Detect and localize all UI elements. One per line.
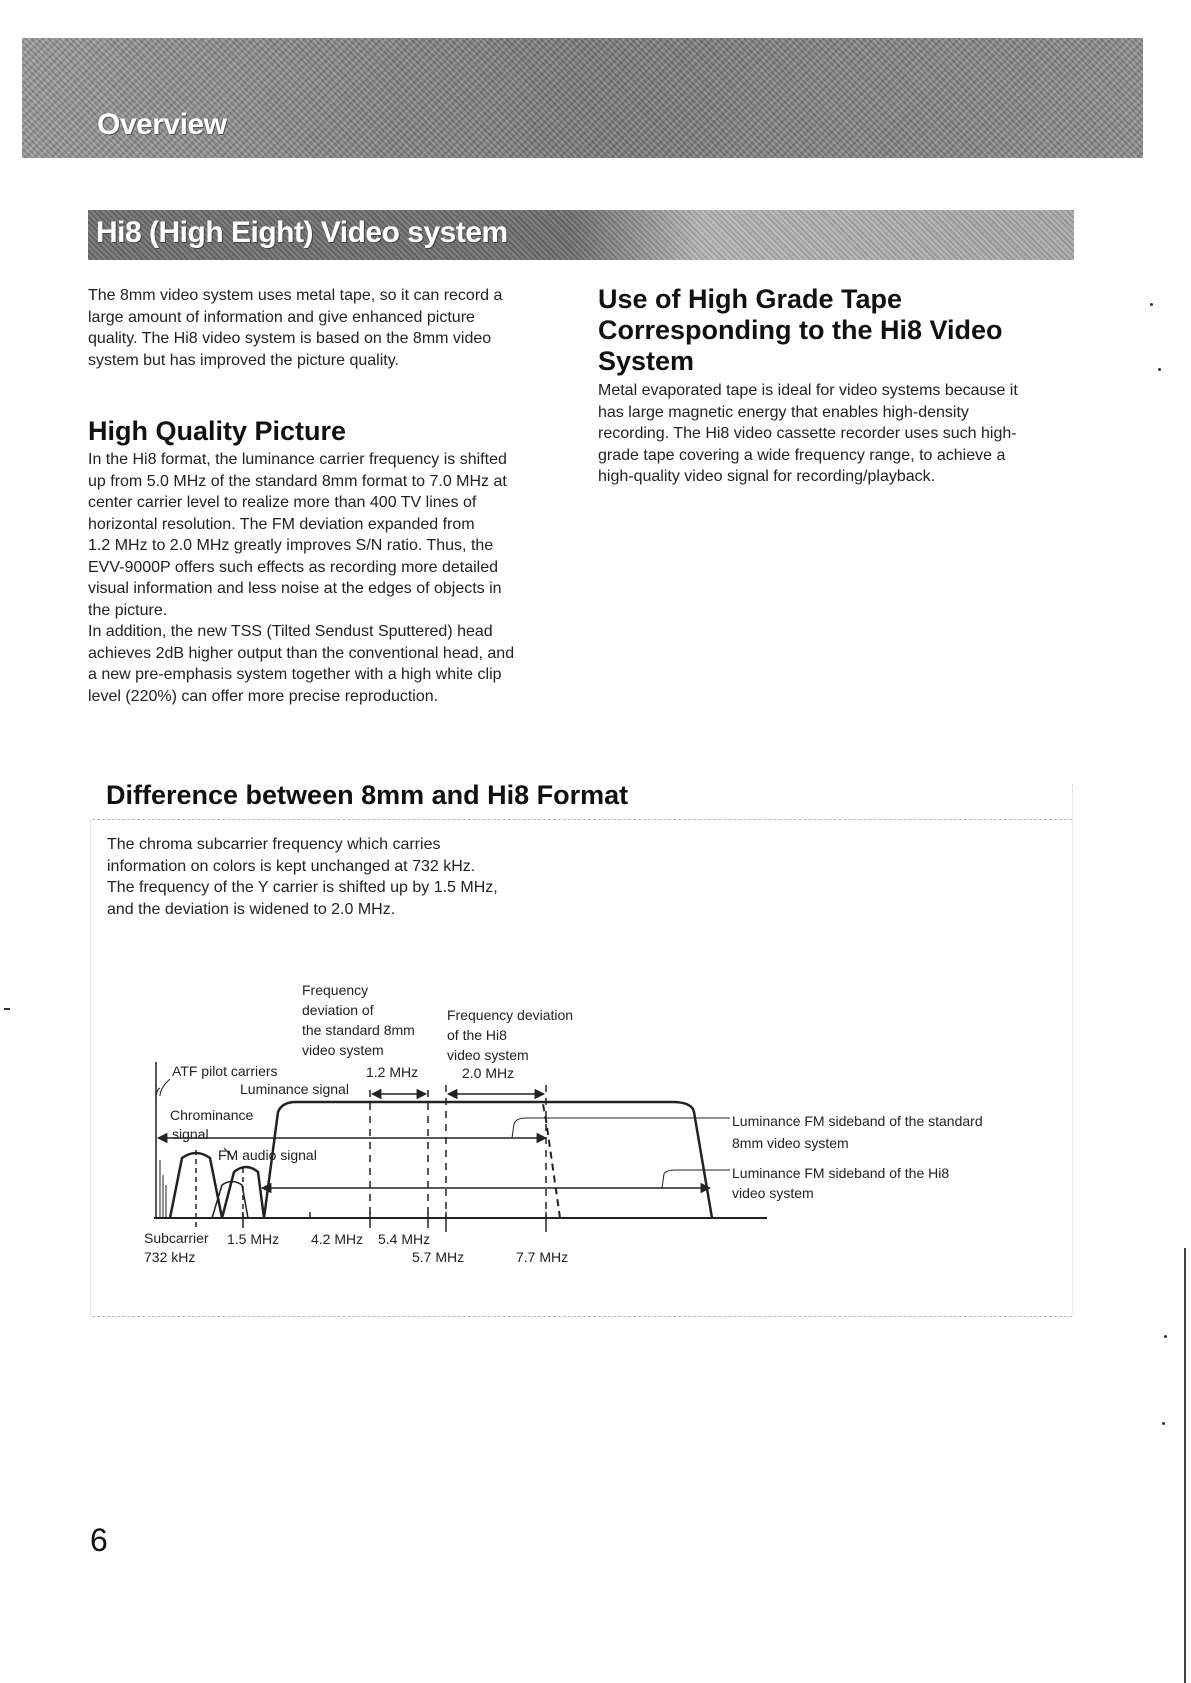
fm-audio-label: FM audio signal	[218, 1147, 317, 1163]
label-line: deviation of	[302, 1002, 374, 1018]
subcarrier-label: 732 kHz	[144, 1249, 196, 1265]
hi8-deviation-label	[447, 1007, 573, 1081]
quality-heading: High Quality Picture	[88, 416, 347, 446]
value-label: 1.2 MHz	[366, 1064, 419, 1080]
heading-line: Use of High Grade Tape	[598, 284, 903, 314]
text-line: and the deviation is widened to 2.0 MHz.	[107, 900, 396, 918]
std-deviation-label	[302, 982, 418, 1080]
text-line: In addition, the new TSS (Tilted Sendust Sputtered) head	[88, 623, 493, 640]
text-line: grade tape covering a wide frequency range, to achieve a	[598, 446, 1006, 464]
label-line: video system	[302, 1042, 384, 1058]
tick-label: 5.7 MHz	[412, 1249, 465, 1265]
text-line: information on colors is kept unchanged at 732 kHz.	[107, 857, 476, 875]
tick-label: 4.2 MHz	[311, 1231, 364, 1247]
subcarrier-label: Subcarrier	[144, 1230, 209, 1246]
heading-line: Corresponding to the Hi8 Video	[598, 315, 1003, 345]
page-number: 6	[90, 1522, 108, 1558]
scan-fleck	[1150, 303, 1153, 306]
scan-fleck	[1162, 1422, 1165, 1425]
value-label: 2.0 MHz	[462, 1065, 515, 1081]
text-line: horizontal resolution. The FM deviation expanded from	[88, 515, 475, 533]
text-line: large amount of information and give enhanced picture	[88, 308, 475, 326]
scan-fleck	[4, 1008, 10, 1010]
deviation-markers	[370, 1085, 546, 1218]
sideband-std-label: 8mm video system	[732, 1135, 849, 1151]
atf-label: ATF pilot carriers	[172, 1063, 278, 1079]
text-line: The frequency of the Y carrier is shifted up by 1.5 MHz,	[107, 879, 498, 896]
tick-label: 7.7 MHz	[516, 1249, 569, 1265]
label-line: of the Hi8	[447, 1027, 507, 1043]
luminance-signal-label: Luminance signal	[240, 1081, 349, 1097]
text-line: The 8mm video system uses metal tape, so it can record a	[88, 287, 503, 304]
std-sideband	[543, 1104, 560, 1218]
difference-heading: Difference between 8mm and Hi8 Format	[106, 780, 629, 810]
scan-fleck	[1164, 1335, 1167, 1338]
text-line: the picture.	[88, 601, 168, 619]
header-title: Overview	[97, 108, 227, 141]
text-line: The chroma subcarrier frequency which carries	[107, 836, 441, 853]
hi8-sideband	[264, 1102, 712, 1218]
text-line: system but has improved the picture quality.	[88, 351, 399, 369]
sideband-std-label: Luminance FM sideband of the standard	[732, 1113, 983, 1129]
text-line: center carrier level to realize more than 400 TV lines of	[88, 494, 477, 511]
label-line: the standard 8mm	[302, 1022, 415, 1038]
chrominance-label: Chrominance	[170, 1107, 254, 1123]
sideband-hi8-label: video system	[732, 1185, 814, 1201]
text-line: visual information and less noise at the edges of objects in	[88, 580, 502, 597]
text-line: high-quality video signal for recording/playback.	[598, 468, 936, 485]
text-line: EVV-9000P offers such effects as recording more detailed	[88, 558, 499, 576]
section-title: Hi8 (High Eight) Video system	[96, 216, 508, 249]
text-line: achieves 2dB higher output than the conventional head, and	[88, 644, 515, 662]
axis-ticks	[243, 1212, 546, 1232]
label-line: Frequency deviation	[447, 1007, 574, 1023]
tick-label: 1.5 MHz	[227, 1231, 280, 1247]
text-line: Metal evaporated tape is ideal for video systems because it	[598, 382, 1018, 399]
scan-fleck	[1158, 368, 1161, 371]
heading-line: System	[598, 346, 695, 376]
label-line: Frequency	[302, 982, 369, 998]
chrominance-label: signal	[172, 1126, 209, 1142]
label-line: video system	[447, 1047, 529, 1063]
tick-label: 5.4 MHz	[378, 1231, 431, 1247]
text-line: has large magnetic energy that enables high-density	[598, 403, 969, 421]
text-line: 1.2 MHz to 2.0 MHz greatly improves S/N ratio. Thus, the	[88, 537, 494, 554]
text-line: recording. The Hi8 video cassette recorder uses such high-	[598, 425, 1017, 442]
text-line: quality. The Hi8 video system is based on the 8mm video	[88, 330, 492, 347]
text-line: level (220%) can offer more precise reproduction.	[88, 687, 439, 705]
text-line: up from 5.0 MHz of the standard 8mm format to 7.0 MHz at	[88, 472, 507, 490]
scan-edge	[1184, 1248, 1186, 1683]
text-line: a new pre-emphasis system together with a high white clip	[88, 666, 502, 683]
sideband-hi8-label: Luminance FM sideband of the Hi8	[732, 1165, 950, 1181]
text-line: In the Hi8 format, the luminance carrier frequency is shifted	[88, 451, 507, 468]
